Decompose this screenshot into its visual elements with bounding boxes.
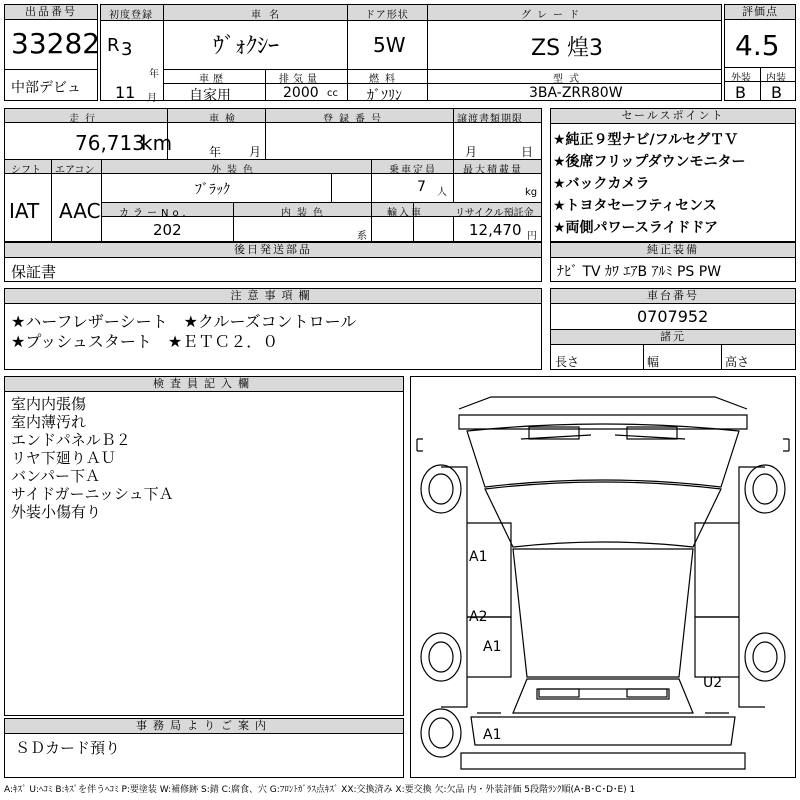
model-label: 型式 [553,74,585,85]
inspector-title: 検査員記入欄 [5,377,403,392]
color-label: 外装色 [211,165,259,176]
lot-number: 33282 [11,27,101,60]
load-label: 最大積載量 [463,165,523,176]
inspector-item: 室内薄汚れ [11,413,87,431]
later-value: 保証書 [11,263,57,281]
history-value: 自家用 [189,88,231,104]
office-value: ＳＤカード預り [15,739,121,757]
era: R [107,35,120,56]
inspection-label: 車検 [209,114,241,125]
ext-grade: B [735,83,746,102]
inspector-item: 室内内張傷 [11,395,87,413]
shift-label: シフト [11,165,41,176]
selling-title: セールスポイント [551,109,795,124]
door-label: ドア形状 [365,10,409,21]
later-parts [4,242,542,282]
displacement-label: 排気量 [279,74,321,85]
mileage-label: 走行 [69,114,101,125]
colorno-value: 202 [153,221,182,239]
inspector-notes [4,376,404,716]
score-value: 4.5 [735,29,780,62]
transfer-month: 月 [465,145,478,159]
equipment-value: ﾅﾋﾞ TV ｶﾜ ｴｱB ｱﾙﾐ PS PW [557,264,722,280]
door-type: 5W [373,33,406,57]
recycle-unit: 円 [527,231,537,242]
car-outline [411,377,795,777]
notes-line-1: ★ハーフレザーシート ★クルーズコントロール [11,312,357,331]
inspector-list [11,395,174,521]
grade-label: グレード [521,10,585,21]
legend-footer: A:ｷｽﾞ U:ﾍｺﾐ B:ｷｽﾞを伴うﾍｺﾐ P:要塗装 W:補修跡 S:錆 C:腐食、穴 G:ﾌﾛﾝﾄｶﾞﾗｽ点ｷｽﾞ XX:交換済み X:要交換 欠:欠品 内・外装評価 5段階ﾗﾝｸ順(A･B･C･D･E) 1 [4,785,636,795]
selling-item: ★バックカメラ [553,176,650,192]
damage-mark-a1-bumper: A1 [483,727,502,743]
inspector-item: バンパー下Ａ [11,467,100,485]
year-unit: 年 [149,69,159,80]
office-notice [4,718,404,778]
spec-title: 諸元 [551,329,795,345]
inspector-item: サイドガーニッシュ下Ａ [11,485,174,503]
capacity-label: 乗車定員 [389,165,437,176]
equipment [550,242,796,282]
selling-item: ★後席フリップダウンモニター [553,154,746,170]
notes-line-2: ★プッシュスタート ★ＥＴＣ２．０ [11,332,279,351]
transfer-label: 譲渡書類期限 [457,114,523,125]
ac-label: エアコン [55,165,95,176]
spec-grid [4,108,542,242]
damage-mark-a2-rear: A2 [469,609,488,625]
selling-list [553,129,745,239]
damage-diagram [410,376,796,778]
selling-points [550,108,796,242]
selling-item: ★純正９型ナビ/フルセグＴＶ [553,132,739,148]
mileage-unit: km [141,131,173,155]
int-label: 内装 [766,73,786,84]
office-title: 事務局よりご案内 [5,719,403,734]
transfer-day: 日 [521,145,534,159]
lot-box [4,4,101,101]
int-grade: B [771,83,782,102]
length-label: 長さ [555,355,580,369]
ext-label: 外装 [731,73,751,84]
fuel-label: 燃料 [369,74,401,85]
displacement-unit: cc [327,88,338,99]
regno-label: 登録番号 [323,114,387,125]
inspector-item: エンドパネルＢ２ [11,431,131,449]
later-title: 後日発送部品 [5,243,541,258]
import-label: 輸入車 [387,208,423,219]
damage-mark-u2: U2 [703,675,723,691]
vehicle-name: ｳﾞｫｸｼｰ [213,34,280,59]
inspector-item: 外装小傷有り [11,503,102,521]
history-label: 車歴 [199,74,227,85]
color-value: ﾌﾞﾗｯｸ [195,182,230,198]
equipment-title: 純正装備 [551,243,795,258]
reg-label: 初度登録 [109,10,153,21]
score-box [724,4,796,101]
chassis-title: 車台番号 [551,289,795,304]
recycle-label: リサイクル預託金 [455,208,534,219]
displacement-value: 2000 [283,85,319,101]
height-label: 高さ [725,355,750,369]
notes-title: 注意事項欄 [5,289,541,304]
chassis-number: 0707952 [637,307,709,326]
name-label: 車名 [251,10,287,21]
model-value: 3BA-ZRR80W [529,85,623,101]
notes [4,288,542,370]
event-name: 中部デビュ [11,80,81,96]
intcolor-label: 内装色 [281,208,329,219]
capacity-unit: 人 [437,187,447,198]
inspection-year: 年 [209,145,222,159]
inspector-item: リヤ下廻りＡＵ [11,449,116,467]
mileage-value: 76,713 [75,131,145,155]
capacity-value: 7 [417,179,426,195]
shift-value: IAT [9,199,40,223]
selling-item: ★トヨタセーフティセンス [553,198,717,214]
damage-mark-a1-door: A1 [469,549,488,565]
lot-label: 出品番号 [5,5,97,20]
year-number: 3 [121,39,133,60]
score-label: 評価点 [725,5,795,20]
month-unit: 月 [147,93,157,104]
intcolor-unit: 系 [357,231,367,242]
colorno-label: カラーNo. [119,208,190,219]
month-number: 11 [115,83,136,102]
damage-mark-a1-wheel: A1 [483,639,502,655]
width-label: 幅 [647,355,660,369]
grade: ZS 煌3 [531,36,604,61]
selling-item: ★両側パワースライドドア [553,220,719,236]
ac-value: AAC [59,199,101,223]
vehicle-header [100,4,722,104]
recycle-value: 12,470 [469,221,522,239]
load-unit: kg [525,187,538,198]
fuel-value: ｶﾞｿﾘﾝ [367,88,402,104]
chassis [550,288,796,370]
inspection-month: 月 [249,145,262,159]
